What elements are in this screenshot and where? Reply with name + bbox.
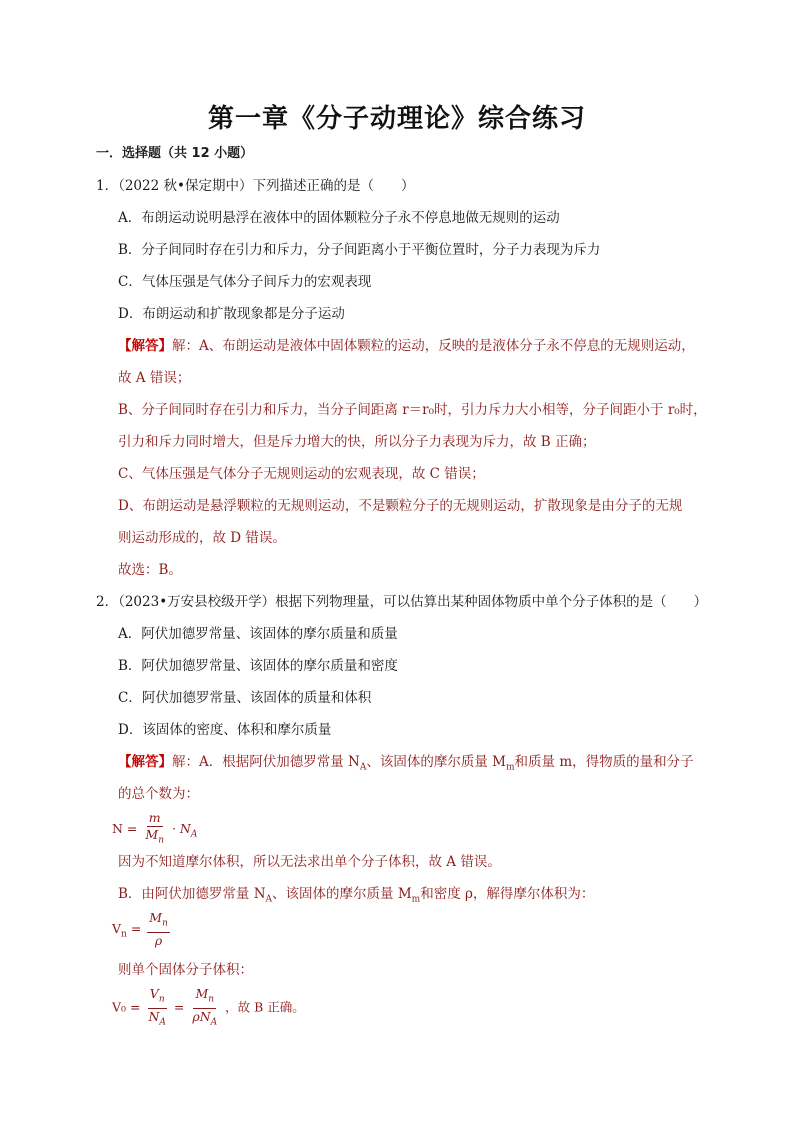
q2-answer-line-4: B．由阿伏加德罗常量 $N_A$、该固体的摩尔质量 $M_m$和密度 ρ，解得摩尔体积为： (118, 886, 595, 905)
q2-answer-line-5: 则单个固体分子体积： (118, 962, 253, 978)
q2-answer-line-1: 【解答】解：A．根据阿伏加德罗常量 $N_A$、该固体的摩尔质量 $M_m$和质量 m，得物质的量和分子 (118, 754, 694, 773)
fraction: $\frac{M_n}{\rho N_A}$ (192, 986, 218, 1027)
q1-option-d: D．布朗运动和扩散现象都是分子运动 (118, 306, 345, 322)
q2-option-d: D．该固体的密度、体积和摩尔质量 (118, 722, 332, 738)
q2-option-c: C．阿伏加德罗常量、该固体的质量和体积 (118, 690, 372, 706)
section-heading: 一．选择题（共 12 小题） (96, 146, 254, 161)
q2-option-b: B．阿伏加德罗常量、该固体的摩尔质量和密度 (118, 658, 398, 674)
q1-answer-line-8: 故选：B。 (118, 562, 182, 578)
q1-answer-line-2: 故 A 错误； (118, 370, 191, 386)
q1-answer-line-1: 【解答】解：A、布朗运动是液体中固体颗粒的运动，反映的是液体分子永不停息的无规则运动， (118, 338, 695, 354)
question-1-stem: 1．（2022 秋•保定期中）下列描述正确的是（ ） (96, 178, 415, 194)
question-2-stem: 2．（2023•万安县校级开学）根据下列物理量，可以估算出某种固体物质中单个分子体积的是（ ） (96, 594, 708, 610)
page-title: 第一章《分子动理论》综合练习 (207, 104, 586, 134)
q1-answer-line-6: D、布朗运动是悬浮颗粒的无规则运动，不是颗粒分子的无规则运动，扩散现象是由分子的无规 (118, 498, 683, 514)
q1-answer-line-3: B、分子间同时存在引力和斥力，当分子间距离 r＝r₀时，引力斥力大小相等，分子间距小于 r₀时， (118, 402, 707, 418)
q1-answer-line-4: 引力和斥力同时增大，但是斥力增大的快，所以分子力表现为斥力，故 B 正确； (118, 434, 596, 450)
answer-tag: 【解答】 (118, 338, 172, 354)
q1-option-c: C．气体压强是气体分子间斥力的宏观表现 (118, 274, 372, 290)
q1-option-b: B．分子间同时存在引力和斥力，分子间距离小于平衡位置时，分子力表现为斥力 (118, 242, 601, 258)
q2-answer-line-2: 的总个数为： (118, 786, 199, 802)
fraction: $\frac{m}{M_n}$ (145, 810, 164, 846)
formula-n: N = $\frac{m}{M_n}$ · $N_A$ (112, 810, 197, 849)
q2-answer-line-3: 因为不知道摩尔体积，所以无法求出单个分子体积，故 A 错误。 (118, 854, 501, 870)
formula-v0: V₀ = $\frac{V_n}{N_A}$ = $\frac{M_n}{\rho N_A}$ ，故 B 正确。 (112, 986, 305, 1030)
fraction: $\frac{V_n}{N_A}$ (148, 986, 166, 1027)
answer-tag: 【解答】 (118, 754, 172, 770)
fraction: $\frac{M_n}{\rho}$ (149, 910, 168, 948)
q1-option-a: A．布朗运动说明悬浮在液体中的固体颗粒分子永不停息地做无规则的运动 (118, 210, 560, 226)
q2-option-a: A．阿伏加德罗常量、该固体的摩尔质量和质量 (118, 626, 398, 642)
formula-vn: $V_n$ = $\frac{M_n}{\rho}$ (112, 910, 168, 948)
q1-answer-line-5: C、气体压强是气体分子无规则运动的宏观表现，故 C 错误； (118, 466, 485, 482)
q1-answer-line-7: 则运动形成的，故 D 错误。 (118, 530, 286, 546)
